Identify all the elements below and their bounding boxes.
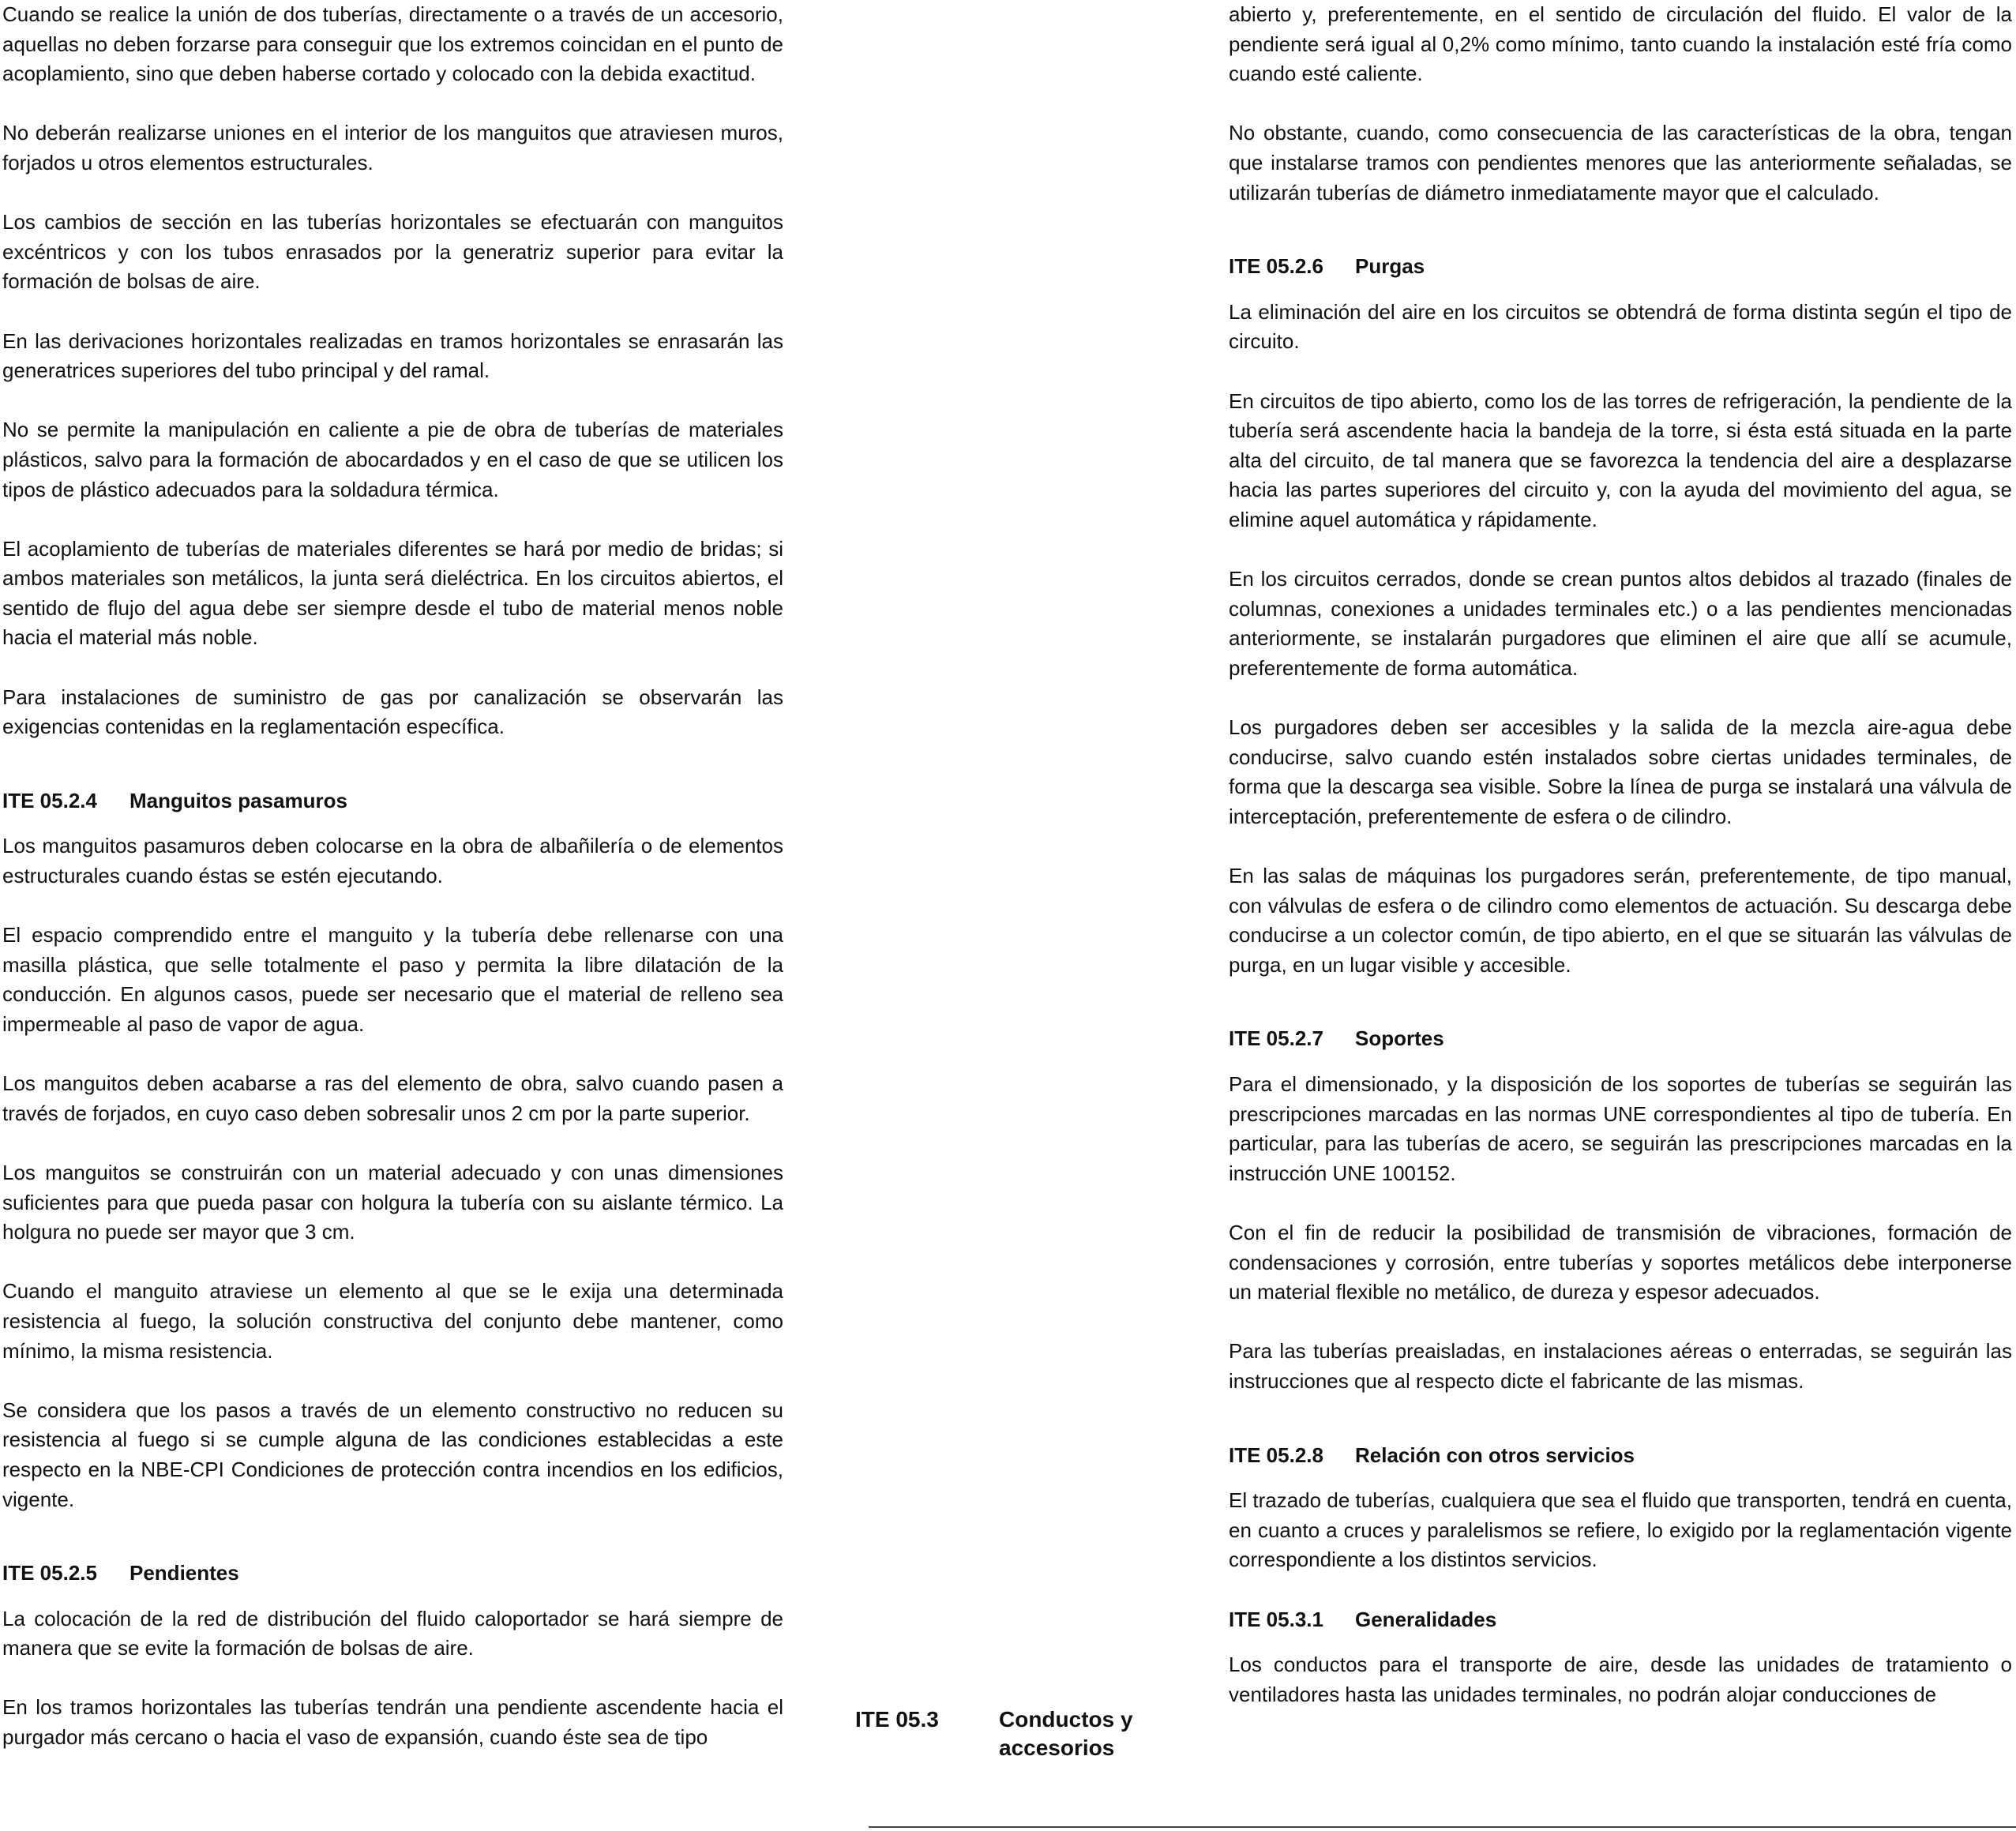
left-column <box>2 0 783 1753</box>
section-number: ITE 05.2.4 <box>2 788 97 812</box>
paragraph: En las derivaciones horizontales realizadas en tramos horizontales se enrasarán las generatrices superiores del tubo principal y del ramal. <box>2 328 783 383</box>
paragraph: En los circuitos cerrados, donde se crean puntos altos debidos al trazado (finales de columnas, conexiones a unidades terminales etc.) o a las pendientes mencionadas anteriormente, se instalarán purgadores que eliminen el aire que allí se acumule, preferentemente de forma automática. <box>1229 567 2012 680</box>
paragraph: Se considera que los pasos a través de un elemento constructivo no reducen su resistencia al fuego si se cumple alguna de las condiciones establecidas a este respecto en la NBE-CPI Condiciones de protección contra incendios en los edificios, vigente. <box>2 1398 783 1511</box>
paragraph: Los conductos para el transporte de aire, desde las unidades de tratamiento o ventiladores hasta las unidades terminales, no podrán alojar conducciones de <box>1229 1653 2012 1706</box>
section-heading-ite-05-2-8 <box>1229 1441 2012 1471</box>
right-column <box>1229 0 2012 1709</box>
paragraph: Los manguitos se construirán con un material adecuado y con unas dimensiones suficientes para que pueda pasar con holgura la tubería con su aislante térmico. La holgura no puede ser mayor que 3 cm. <box>2 1160 783 1244</box>
section-number: ITE 05.2.6 <box>1229 254 1323 279</box>
section-heading-ite-05-2-4 <box>2 786 783 816</box>
chapter-title: Conductos y accesorios <box>999 1707 1133 1760</box>
chapter-number: ITE 05.3 <box>855 1707 939 1732</box>
paragraph: Para el dimensionado, y la disposición de los soportes de tuberías se seguirán las prescripciones marcadas en las normas UNE correspondientes al tipo de tubería. En particular, para las tuberías de acero, se seguirán las prescripciones marcadas en la instrucción UNE 100152. <box>1229 1072 2012 1185</box>
paragraph: El acoplamiento de tuberías de materiales diferentes se hará por medio de bridas; si ambos materiales son metálicos, la junta será dieléctrica. En los circuitos abiertos, el sentido de flujo del agua debe ser siempre desde el tubo de material menos noble hacia el material más noble. <box>2 536 783 650</box>
paragraph: Con el fin de reducir la posibilidad de transmisión de vibraciones, formación de condensaciones y corrosión, entre tuberías y soportes metálicos debe interponerse un material flexible no metálico, de dureza y espesor adecuados. <box>1229 1220 2012 1304</box>
section-title: Pendientes <box>130 1561 239 1585</box>
section-heading-ite-05-3-1 <box>1229 1605 2012 1635</box>
paragraph: Los purgadores deben ser accesibles y la salida de la mezcla aire-agua debe conducirse, salvo cuando estén instalados sobre ciertas unidades terminales, de forma que la descarga sea visible. Sobre la línea de purga se instalará una válvula de interceptación, preferentemente de esfera o de cilindro. <box>1229 715 2012 828</box>
paragraph: El espacio comprendido entre el manguito y la tubería debe rellenarse con una masilla plástica, que selle totalmente el paso y permita la libre dilatación de la conducción. En algunos casos, puede ser necesario que el material de relleno sea impermeable al paso de vapor de agua. <box>2 923 783 1036</box>
section-number: ITE 05.2.5 <box>2 1561 97 1585</box>
section-heading-ite-05-2-5 <box>2 1559 783 1589</box>
paragraph: Cuando se realice la unión de dos tuberías, directamente o a través de un accesorio, aquellas no deben forzarse para conseguir que los extremos coincidan en el punto de acoplamiento, sino que deben haberse cortado y colocado con la debida exactitud. <box>2 2 783 86</box>
paragraph: abierto y, preferentemente, en el sentido de circulación del fluido. El valor de la pendiente será igual al 0,2% como mínimo, tanto cuando la instalación esté fría como cuando esté caliente. <box>1229 2 2012 86</box>
bottom-rule <box>869 1826 2016 1828</box>
section-title: Purgas <box>1355 254 1425 279</box>
section-number: ITE 05.2.7 <box>1229 1026 1323 1051</box>
paragraph: Los manguitos deben acabarse a ras del elemento de obra, salvo cuando pasen a través de forjados, en cuyo caso deben sobresalir unos 2 cm por la parte superior. <box>2 1071 783 1125</box>
paragraph: No se permite la manipulación en caliente a pie de obra de tuberías de materiales plásticos, salvo para la formación de abocardados y en el caso de que se utilicen los tipos de plástico adecuados para la soldadura térmica. <box>2 418 783 501</box>
paragraph: El trazado de tuberías, cualquiera que sea el fluido que transporten, tendrá en cuenta, en cuanto a cruces y paralelismos se refiere, lo exigido por la reglamentación vigente correspondiente a los distintos servicios. <box>1229 1488 2012 1572</box>
paragraph: En circuitos de tipo abierto, como los de las torres de refrigeración, la pendiente de la tubería será ascendente hacia la bandeja de la torre, si ésta está situada en la parte alta del circuito, de tal manera que se favorezca la tendencia del aire a desplazarse hacia las partes superiores del circuito y, con la ayuda del movimiento del agua, se elimine aquel automática y rápidamente. <box>1229 388 2012 531</box>
paragraph: Los manguitos pasamuros deben colocarse en la obra de albañilería o de elementos estructurales cuando éstas se estén ejecutando. <box>2 834 783 888</box>
paragraph: No obstante, cuando, como consecuencia de las características de la obra, tengan que instalarse tramos con pendientes menores que las anteriormente señaladas, se utilizarán tuberías de diámetro inmediatamente mayor que el calculado. <box>1229 121 2012 204</box>
paragraph: La colocación de la red de distribución del fluido caloportador se hará siempre de manera que se evite la formación de bolsas de aire. <box>2 1606 783 1660</box>
section-title: Generalidades <box>1355 1607 1497 1631</box>
paragraph: La eliminación del aire en los circuitos se obtendrá de forma distinta según el tipo de circuito. <box>1229 299 2012 354</box>
paragraph: No deberán realizarse uniones en el interior de los manguitos que atraviesen muros, forjados u otros elementos estructurales. <box>2 121 783 174</box>
section-heading-ite-05-2-6 <box>1229 252 2012 282</box>
paragraph: En las salas de máquinas los purgadores serán, preferentemente, de tipo manual, con válvulas de esfera o de cilindro como elementos de actuación. Su descarga debe conducirse a un colector común, de tipo abierto, en el que se situarán las válvulas de purga, en un lugar visible y accesible. <box>1229 864 2012 977</box>
section-title: Relación con otros servicios <box>1355 1443 1635 1467</box>
section-title: Manguitos pasamuros <box>130 788 347 812</box>
paragraph: Cuando el manguito atraviese un elemento al que se le exija una determinada resistencia al fuego, la solución constructiva del conjunto debe mantener, como mínimo, la misma resistencia. <box>2 1279 783 1363</box>
paragraph: Para instalaciones de suministro de gas por canalización se observarán las exigencias contenidas en la reglamentación específica. <box>2 685 783 739</box>
paragraph: Para las tuberías preaisladas, en instalaciones aéreas o enterradas, se seguirán las instrucciones que al respecto dicte el fabricante de las mismas. <box>1229 1339 2012 1393</box>
section-heading-ite-05-2-7 <box>1229 1024 2012 1054</box>
paragraph: Los cambios de sección en las tuberías horizontales se efectuarán con manguitos excéntricos y con los tubos enrasados por la generatriz superior para evitar la formación de bolsas de aire. <box>2 210 783 294</box>
section-title: Soportes <box>1355 1026 1444 1051</box>
paragraph: En los tramos horizontales las tuberías tendrán una pendiente ascendente hacia el purgador más cercano o hacia el vaso de expansión, cuando éste sea de tipo <box>2 1695 783 1750</box>
section-number: ITE 05.2.8 <box>1229 1443 1323 1467</box>
chapter-heading-ite-05-3 <box>855 1705 1157 1762</box>
section-number: ITE 05.3.1 <box>1229 1607 1323 1631</box>
